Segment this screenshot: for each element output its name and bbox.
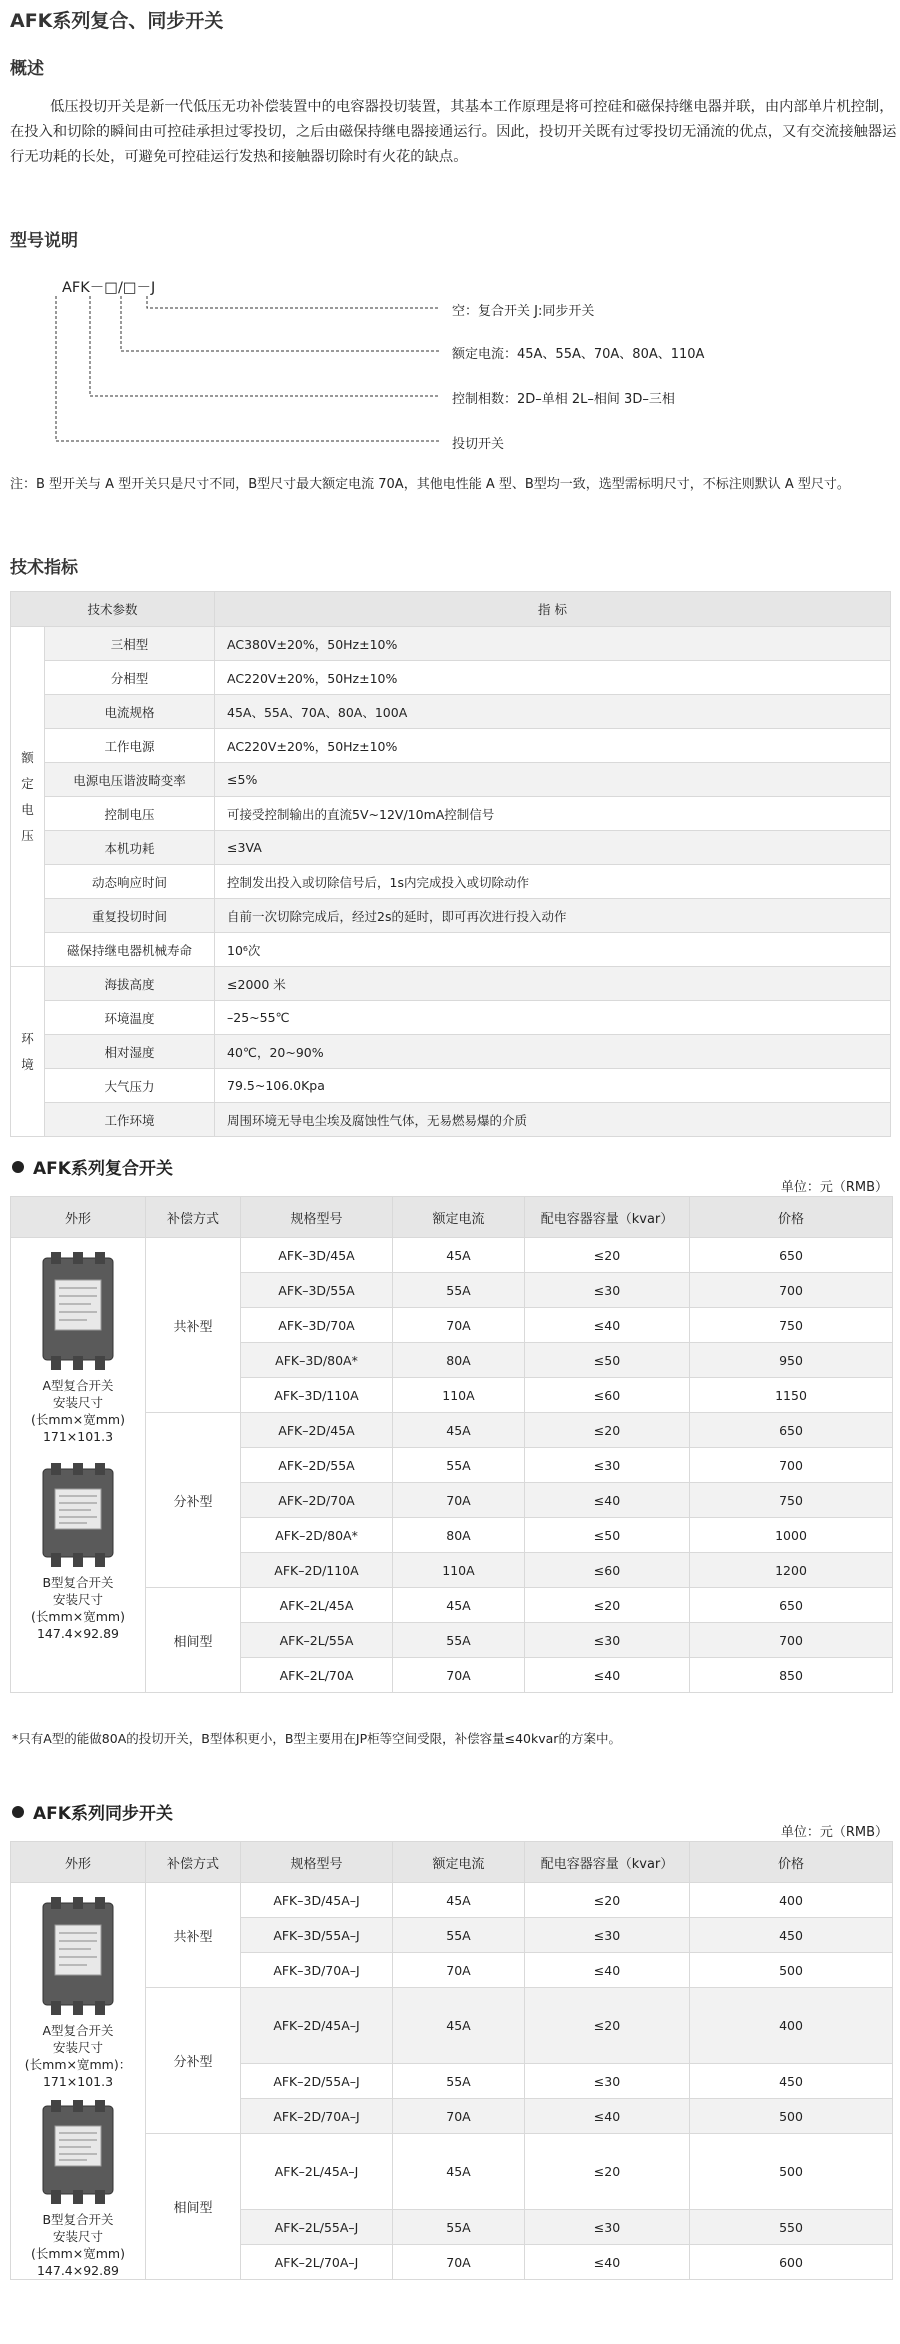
tech-param: 工作电源 [45, 729, 215, 763]
bullet-icon [12, 1806, 24, 1818]
current-cell: 80A [393, 1518, 525, 1553]
price-cell: 500 [690, 2134, 893, 2210]
tech-param: 电源电压谐波畸变率 [45, 763, 215, 797]
tech-param: 分相型 [45, 661, 215, 695]
price-cell: 500 [690, 2099, 893, 2134]
model-label-current: 额定电流：45A、55A、70A、80A、110A [452, 347, 705, 362]
tech-col-param: 技术参数 [11, 592, 215, 627]
tech-value: ≤2000 米 [215, 967, 891, 1001]
tech-value: 79.5~106.0Kpa [215, 1069, 891, 1103]
current-cell: 70A [393, 1483, 525, 1518]
tech-group-env: 环 境 [11, 967, 45, 1137]
current-cell: 45A [393, 1988, 525, 2064]
capacity-cell: ≤40 [525, 1953, 690, 1988]
capacity-cell: ≤60 [525, 1553, 690, 1588]
model-cell: AFK–3D/55A–J [241, 1918, 393, 1953]
col-shape: 外形 [11, 1197, 146, 1238]
price-cell: 650 [690, 1588, 893, 1623]
current-cell: 70A [393, 1953, 525, 1988]
overview-text: 低压投切开关是新一代低压无功补偿装置中的电容器投切装置，其基本工作原理是将可控硅和磁保持继电器并联，由内部单片机控制，在投入和切除的瞬间由可控硅承担过零投切，之后由磁保持继电器接通运行。因此，投切开关既有过零投切无涌流的优点，又有交流接触器运行无功耗的长处，可避免可控硅运行发热和接触器切除时有火花的缺点。 [10, 99, 897, 165]
model-cell: AFK–2L/55A [241, 1623, 393, 1658]
model-cell: AFK–2D/110A [241, 1553, 393, 1588]
current-cell: 80A [393, 1343, 525, 1378]
capacity-cell: ≤60 [525, 1378, 690, 1413]
capacity-cell: ≤20 [525, 1238, 690, 1273]
model-cell: AFK–3D/45A–J [241, 1883, 393, 1918]
tech-value: AC380V±20%，50Hz±10% [215, 627, 891, 661]
current-cell: 55A [393, 1273, 525, 1308]
current-cell: 45A [393, 2134, 525, 2210]
model-cell: AFK–2L/45A [241, 1588, 393, 1623]
capacity-cell: ≤40 [525, 1483, 690, 1518]
current-cell: 45A [393, 1238, 525, 1273]
current-cell: 55A [393, 2210, 525, 2245]
tech-param: 三相型 [45, 627, 215, 661]
capacity-cell: ≤50 [525, 1518, 690, 1553]
table-row [11, 1883, 893, 1918]
price-cell: 850 [690, 1658, 893, 1693]
tech-param: 控制电压 [45, 797, 215, 831]
capacity-cell: ≤30 [525, 1273, 690, 1308]
tech-param: 电流规格 [45, 695, 215, 729]
capacity-cell: ≤30 [525, 2064, 690, 2099]
page-title: AFK系列复合、同步开关 [10, 10, 224, 32]
model-cell: AFK–2D/45A [241, 1413, 393, 1448]
tech-value: –25~55℃ [215, 1001, 891, 1035]
price-cell: 1000 [690, 1518, 893, 1553]
col-capacity: 配电容器容量（kvar） [525, 1842, 690, 1883]
current-cell: 110A [393, 1553, 525, 1588]
model-cell: AFK–3D/45A [241, 1238, 393, 1273]
tech-param: 本机功耗 [45, 831, 215, 865]
tech-param: 相对湿度 [45, 1035, 215, 1069]
tech-group-rated: 额 定 电 压 [11, 627, 45, 967]
price-cell: 750 [690, 1483, 893, 1518]
tech-param: 环境温度 [45, 1001, 215, 1035]
current-cell: 70A [393, 2245, 525, 2280]
tech-param: 大气压力 [45, 1069, 215, 1103]
col-mode: 补偿方式 [146, 1842, 241, 1883]
tech-value: 10⁶次 [215, 933, 891, 967]
product-images [11, 1238, 146, 1693]
bullet-icon [12, 1161, 24, 1173]
capacity-cell: ≤20 [525, 1413, 690, 1448]
price-cell: 400 [690, 1988, 893, 2064]
caption-b: B型复合开关 安装尺寸 (长mm×宽mm) 147.4×92.89 [31, 1575, 125, 1641]
model-label-phase: 控制相数：2D–单相 2L–相间 3D–三相 [452, 392, 675, 407]
price-cell: 750 [690, 1308, 893, 1343]
col-current: 额定电流 [393, 1197, 525, 1238]
tech-value: 控制发出投入或切除信号后，1s内完成投入或切除动作 [215, 865, 891, 899]
current-cell: 55A [393, 1623, 525, 1658]
model-cell: AFK–3D/110A [241, 1378, 393, 1413]
col-model: 规格型号 [241, 1842, 393, 1883]
capacity-cell: ≤30 [525, 1623, 690, 1658]
current-cell: 55A [393, 2064, 525, 2099]
overview-heading: 概述 [10, 59, 44, 79]
capacity-cell: ≤30 [525, 1918, 690, 1953]
current-cell: 70A [393, 2099, 525, 2134]
tech-param: 重复投切时间 [45, 899, 215, 933]
col-shape: 外形 [11, 1842, 146, 1883]
price-cell: 400 [690, 1883, 893, 1918]
price-cell: 1150 [690, 1378, 893, 1413]
sync-table [10, 1841, 893, 2280]
col-price: 价格 [690, 1842, 893, 1883]
mode-cell: 共补型 [146, 1883, 241, 1988]
price-cell: 500 [690, 1953, 893, 1988]
model-code: AFK－□/□－J [62, 280, 156, 296]
price-cell: 550 [690, 2210, 893, 2245]
model-cell: AFK–3D/70A [241, 1308, 393, 1343]
composite-heading: AFK系列复合开关 [12, 1154, 173, 1179]
mode-cell: 分补型 [146, 1413, 241, 1588]
current-cell: 45A [393, 1883, 525, 1918]
current-cell: 45A [393, 1413, 525, 1448]
leader-line-current [121, 296, 440, 351]
current-cell: 55A [393, 1448, 525, 1483]
tech-table [10, 591, 891, 1137]
capacity-cell: ≤20 [525, 2134, 690, 2210]
model-cell: AFK–2L/70A–J [241, 2245, 393, 2280]
tech-value: ≤3VA [215, 831, 891, 865]
tech-value: ≤5% [215, 763, 891, 797]
capacity-cell: ≤20 [525, 1883, 690, 1918]
composite-unit: 单位：元（RMB） [780, 1180, 888, 1195]
col-model: 规格型号 [241, 1197, 393, 1238]
model-cell: AFK–2D/45A–J [241, 1988, 393, 2064]
model-cell: AFK–2D/70A [241, 1483, 393, 1518]
capacity-cell: ≤20 [525, 1588, 690, 1623]
mode-cell: 相间型 [146, 1588, 241, 1693]
price-cell: 700 [690, 1448, 893, 1483]
model-label-suffix: 空：复合开关 J:同步开关 [452, 304, 595, 319]
price-cell: 450 [690, 1918, 893, 1953]
col-mode: 补偿方式 [146, 1197, 241, 1238]
model-cell: AFK–3D/80A* [241, 1343, 393, 1378]
caption-a: A型复合开关 安装尺寸 (长mm×宽mm)： 171×101.3 [24, 2023, 132, 2089]
sync-unit: 单位：元（RMB） [780, 1825, 888, 1840]
mode-cell: 共补型 [146, 1238, 241, 1413]
model-cell: AFK–3D/55A [241, 1273, 393, 1308]
mode-cell: 相间型 [146, 2134, 241, 2280]
price-cell: 700 [690, 1273, 893, 1308]
tech-value: AC220V±20%，50Hz±10% [215, 729, 891, 763]
tech-param: 动态响应时间 [45, 865, 215, 899]
model-cell: AFK–2L/70A [241, 1658, 393, 1693]
capacity-cell: ≤40 [525, 2245, 690, 2280]
leader-line-suffix [147, 296, 440, 308]
model-cell: AFK–2D/55A [241, 1448, 393, 1483]
price-cell: 650 [690, 1238, 893, 1273]
capacity-cell: ≤20 [525, 1988, 690, 2064]
price-cell: 600 [690, 2245, 893, 2280]
col-current: 额定电流 [393, 1842, 525, 1883]
tech-param: 磁保持继电器机械寿命 [45, 933, 215, 967]
current-cell: 70A [393, 1308, 525, 1343]
model-cell: AFK–3D/70A–J [241, 1953, 393, 1988]
model-cell: AFK–2L/45A–J [241, 2134, 393, 2210]
composite-table [10, 1196, 893, 1693]
tech-value: AC220V±20%，50Hz±10% [215, 661, 891, 695]
table-row [11, 1238, 893, 1273]
tech-value: 40℃，20~90% [215, 1035, 891, 1069]
mode-cell: 分补型 [146, 1988, 241, 2134]
switch-device-a-icon [37, 1252, 119, 1370]
tech-col-value: 指 标 [215, 592, 891, 627]
current-cell: 45A [393, 1588, 525, 1623]
capacity-cell: ≤30 [525, 2210, 690, 2245]
price-cell: 650 [690, 1413, 893, 1448]
tech-value: 周围环境无导电尘埃及腐蚀性气体，无易燃易爆的介质 [215, 1103, 891, 1137]
model-note: 注：B 型开关与 A 型开关只是尺寸不同，B型尺寸最大额定电流 70A，其他电性能 A 型、B型均一致，选型需标明尺寸，不标注则默认 A 型尺寸。 [10, 477, 850, 492]
caption-a: A型复合开关 安装尺寸 (长mm×宽mm) 171×101.3 [31, 1378, 125, 1444]
col-capacity: 配电容器容量（kvar） [525, 1197, 690, 1238]
capacity-cell: ≤40 [525, 1308, 690, 1343]
tech-param: 工作环境 [45, 1103, 215, 1137]
model-cell: AFK–2D/70A–J [241, 2099, 393, 2134]
caption-b: B型复合开关 安装尺寸 (长mm×宽mm) 147.4×92.89 [31, 2212, 125, 2278]
capacity-cell: ≤40 [525, 1658, 690, 1693]
model-label-switch: 投切开关 [452, 437, 505, 452]
tech-value: 自前一次切除完成后，经过2s的延时，即可再次进行投入动作 [215, 899, 891, 933]
col-price: 价格 [690, 1197, 893, 1238]
switch-device-a-icon [37, 1897, 119, 2015]
capacity-cell: ≤30 [525, 1448, 690, 1483]
price-cell: 700 [690, 1623, 893, 1658]
tech-heading: 技术指标 [10, 558, 78, 578]
tech-param: 海拔高度 [45, 967, 215, 1001]
model-heading: 型号说明 [10, 231, 78, 251]
price-cell: 450 [690, 2064, 893, 2099]
price-cell: 1200 [690, 1553, 893, 1588]
switch-device-b-icon [37, 2100, 119, 2204]
leader-line-switch [56, 296, 440, 441]
leader-line-phase [90, 296, 440, 396]
current-cell: 110A [393, 1378, 525, 1413]
current-cell: 70A [393, 1658, 525, 1693]
model-cell: AFK–2D/55A–J [241, 2064, 393, 2099]
switch-device-b-icon [37, 1463, 119, 1567]
model-leader-lines [0, 0, 900, 460]
capacity-cell: ≤40 [525, 2099, 690, 2134]
current-cell: 55A [393, 1918, 525, 1953]
composite-footnote: *只有A型的能做80A的投切开关，B型体积更小，B型主要用在JP柜等空间受限，补偿容量≤40kvar的方案中。 [12, 1731, 621, 1746]
sync-heading: AFK系列同步开关 [12, 1799, 173, 1824]
tech-value: 可接受控制输出的直流5V~12V/10mA控制信号 [215, 797, 891, 831]
capacity-cell: ≤50 [525, 1343, 690, 1378]
model-cell: AFK–2D/80A* [241, 1518, 393, 1553]
price-cell: 950 [690, 1343, 893, 1378]
product-images [11, 1883, 146, 2280]
model-cell: AFK–2L/55A–J [241, 2210, 393, 2245]
tech-value: 45A、55A、70A、80A、100A [215, 695, 891, 729]
